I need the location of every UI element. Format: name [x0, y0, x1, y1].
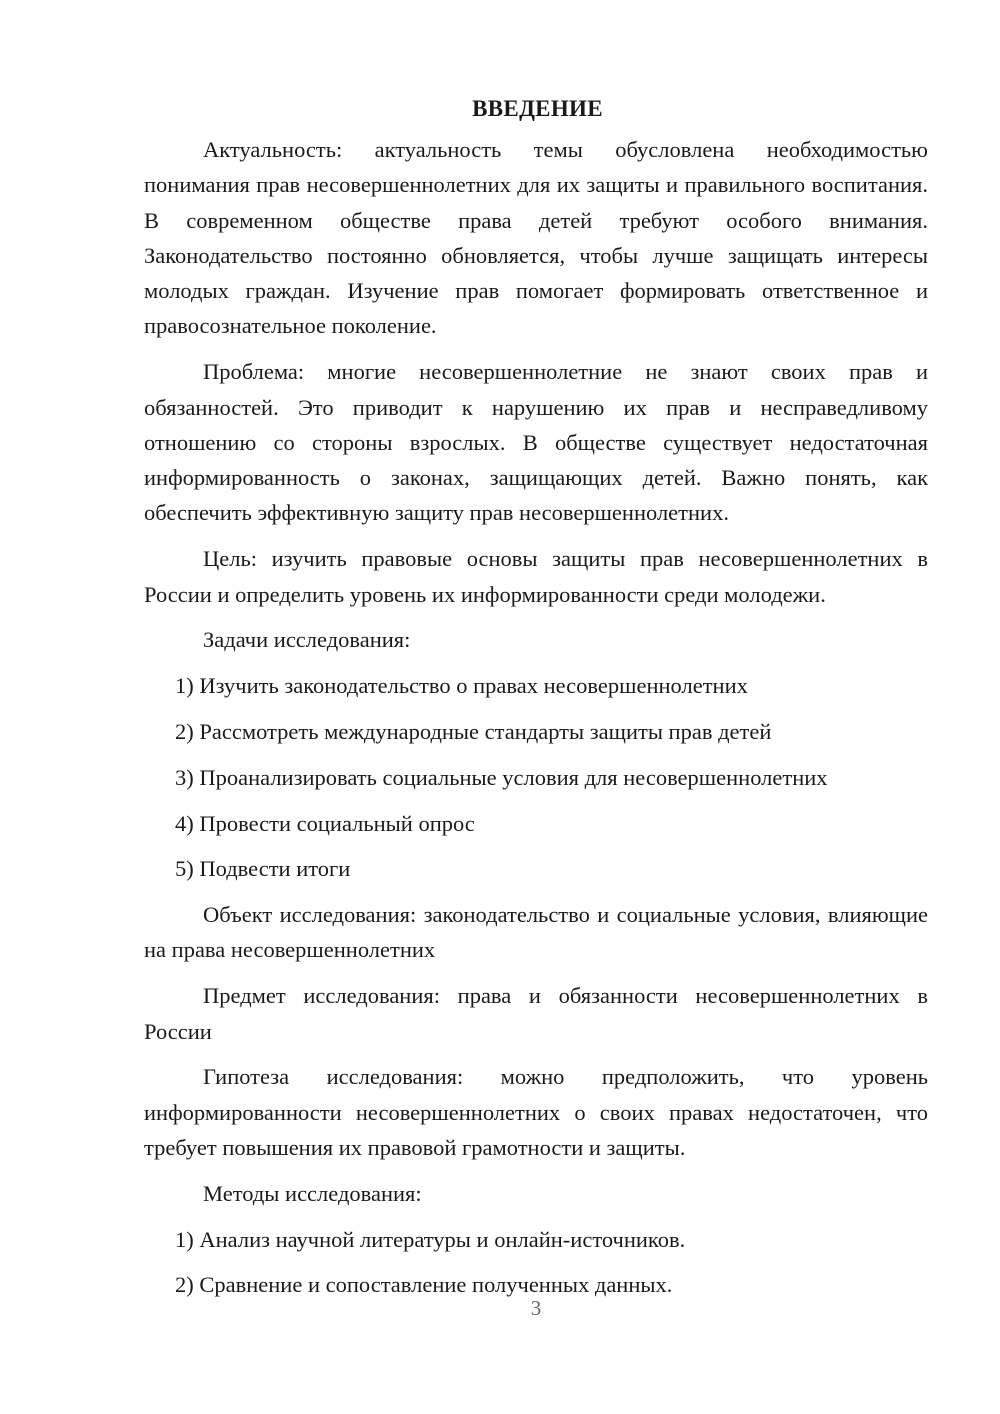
- task-item: 3) Проанализировать социальные условия для несовершеннолетних: [175, 764, 828, 790]
- method-item: 2) Сравнение и сопоставление полученных данных.: [175, 1272, 673, 1298]
- task-item: 4) Провести социальный опрос: [175, 810, 475, 836]
- page-content: [144, 96, 928, 1313]
- page-number: 3: [530, 1296, 542, 1320]
- problem-paragraph: Проблема: многие несовершеннолетние не знают своих прав и обязанностей. Это приводит к нарушению их прав и несправедливому отношению со стороны взрослых. В обществе существует недостаточная информированность о законах, защищающих детей. Важно понять, как обеспечить эффективную защиту прав несовершеннолетних.: [144, 359, 928, 526]
- task-item: 5) Подвести итоги: [175, 856, 351, 882]
- relevance-paragraph: Актуальность: актуальность темы обусловлена необходимостью понимания прав несовершеннолетних для их защиты и правильного воспитания. В современном обществе права детей требуют особого внимания. Законодательство постоянно обновляется, чтобы лучше защищать интересы молодых граждан. Изучение прав помогает формировать ответственное и правосознательное поколение.: [144, 137, 928, 339]
- goal-paragraph: Цель: изучить правовые основы защиты прав несовершеннолетних в России и определить уровень их информированности среди молодежи.: [144, 546, 928, 607]
- page-title: ВВЕДЕНИЕ: [472, 96, 603, 121]
- task-item: 2) Рассмотреть международные стандарты защиты прав детей: [175, 718, 772, 744]
- object-paragraph: Объект исследования: законодательство и социальные условия, влияющие на права несовершеннолетних: [144, 902, 928, 963]
- methods-label: Методы исследования:: [203, 1180, 422, 1206]
- tasks-label: Задачи исследования:: [203, 627, 411, 653]
- hypothesis-paragraph: Гипотеза исследования: можно предположить, что уровень информированности несовершеннолетних о своих правах недостаточен, что требует повышения их правовой грамотности и защиты.: [144, 1064, 928, 1160]
- task-item: 1) Изучить законодательство о правах несовершеннолетних: [175, 673, 748, 699]
- subject-paragraph: Предмет исследования: права и обязанности несовершеннолетних в России: [144, 983, 928, 1044]
- method-item: 1) Анализ научной литературы и онлайн-источников.: [175, 1226, 686, 1252]
